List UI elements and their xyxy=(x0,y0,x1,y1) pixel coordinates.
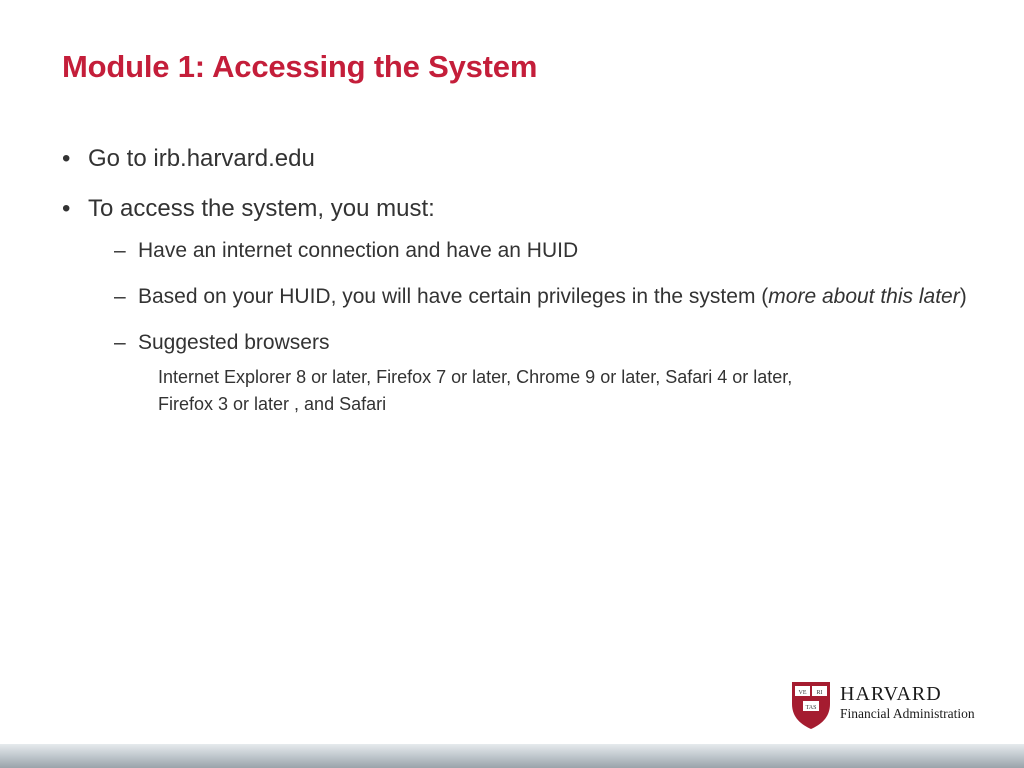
sub-bullet-item xyxy=(62,328,982,358)
slide-content xyxy=(62,142,982,418)
sub-bullet-italic: more about this later xyxy=(768,285,960,308)
logo-name: HARVARD xyxy=(840,683,942,705)
bullet-item xyxy=(62,192,982,226)
shield-text: RI xyxy=(816,690,823,696)
browser-list-line: Firefox 3 or later , and Safari xyxy=(158,394,387,414)
bullet-item xyxy=(62,142,982,176)
harvard-logo xyxy=(790,680,1010,732)
sub-bullet-text: Suggested browsers xyxy=(138,331,330,354)
bullet-text: Go to irb.harvard.edu xyxy=(88,145,315,172)
shield-text: VE xyxy=(798,690,807,696)
dash-mark: – xyxy=(114,239,126,262)
dash-mark: – xyxy=(114,331,126,354)
slide-title: Module 1: Accessing the System xyxy=(62,49,538,84)
sub-bullet-text: Based on your HUID, you will have certain privileges in the system ( xyxy=(138,285,769,308)
bullet-mark: • xyxy=(62,195,71,222)
sub-bullet-item xyxy=(62,282,982,312)
footer-bar xyxy=(0,744,1024,768)
bullet-mark: • xyxy=(62,145,71,172)
logo-subtitle: Financial Administration xyxy=(840,706,975,721)
browser-list-line: Internet Explorer 8 or later, Firefox 7 or later, Chrome 9 or later, Safari 4 or later, xyxy=(158,367,793,387)
shield-text: TAS xyxy=(805,705,817,711)
sub-bullet-text: Have an internet connection and have an HUID xyxy=(138,239,579,262)
bullet-text: To access the system, you must: xyxy=(88,195,435,222)
harvard-shield-icon xyxy=(790,680,832,730)
browser-list xyxy=(62,364,982,418)
dash-mark: – xyxy=(114,285,126,308)
sub-bullet-item xyxy=(62,236,982,266)
logo-text xyxy=(840,683,975,723)
sub-bullet-text-end: ) xyxy=(959,285,967,308)
